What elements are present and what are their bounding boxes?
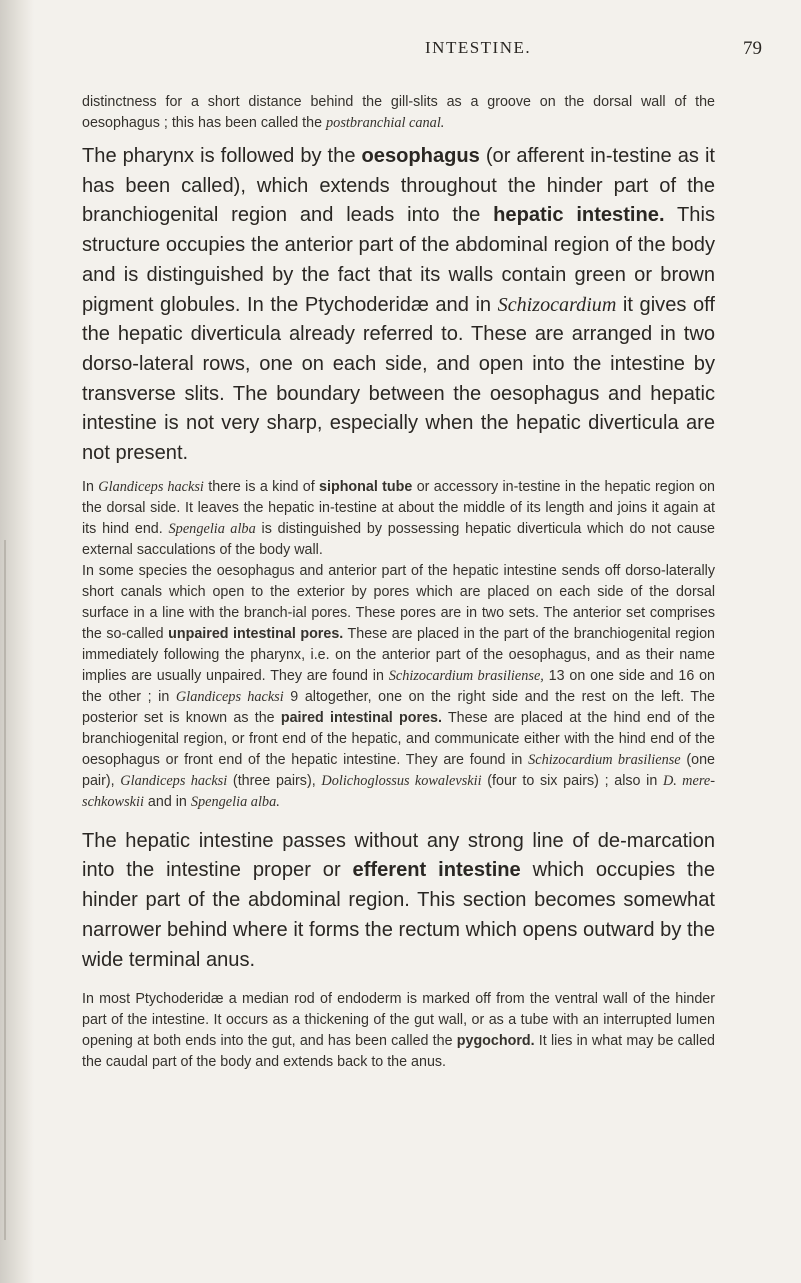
gutter-binding-line: [4, 540, 6, 1240]
paragraph-5: [82, 827, 715, 976]
text-run: there is a kind of: [203, 478, 320, 495]
text-run: or accessory in-testine in the hepatic region on the dorsal side. It leaves the hepatic in-testine at about the middle of its length and joins it again at its hind end.: [82, 478, 715, 537]
italic-term: Dolichoglossus kowalevskii: [321, 772, 482, 789]
page-header: [0, 38, 801, 62]
text-run: This structure occupies the anterior part of the abdominal region of the body and is distinguished by the fact that its walls contain green or brown pigment globules. In the Ptychoderidæ and in: [82, 204, 715, 316]
text-run: (or afferent in-testine as it has been called), which extends throughout the hinder part of the branchiogenital region and leads into the: [82, 145, 715, 227]
text-run: In most Ptychoderidæ a median rod of endoderm is marked off from the ventral wall of the hinder part of the intestine. It occurs as a thickening of the gut wall, or as a tube with an interrupted lumen opening at both ends into the gut, and has been called the: [82, 991, 715, 1050]
text-run: It lies in what may be called the caudal part of the body and extends back to the anus.: [82, 1033, 716, 1071]
italic-term: Spengelia alba.: [190, 793, 280, 810]
bold-term: pygochord.: [456, 1033, 535, 1050]
text-run: distinctness for a short distance behind the gill-slits as a groove on the dorsal wall of the oesophagus ; this has been called the: [82, 94, 715, 131]
text-run: These are placed at the hind end of the branchiogenital region, or front end of the hepatic, and communicate either with the hind end of the oesophagus or front end of the hepatic intestine. They are found in: [82, 709, 716, 768]
bold-term: unpaired intestinal pores.: [168, 625, 344, 642]
text-run: 9 altogether, one on the right side and the rest on the left. The posterior set is known as the: [82, 688, 716, 726]
text-run: In some species the oesophagus and anterior part of the hepatic intestine sends off dorso-laterally short canals which open to the exterior by pores which are placed on each side of the dorsal surface in a line with the branch-ial pores. These pores are in two sets. The anterior set comprises the so-called: [82, 562, 715, 642]
italic-term: Schizocardium: [497, 293, 617, 316]
text-run: (four to six pairs) ; also in: [481, 772, 663, 789]
italic-term: Glandiceps hacksi: [98, 478, 204, 495]
italic-term: Schizocardium brasiliense: [528, 751, 681, 768]
page-number: 79: [743, 38, 762, 59]
text-run: These are placed in the part of the branchiogenital region immediately following the pharynx, i.e. on the anterior part of the oesophagus, and as their name implies are usually unpaired. They are found in: [82, 625, 715, 684]
text-run: 13 on one side and 16 on the other ; in: [82, 667, 715, 705]
italic-term: postbranchial canal.: [326, 115, 445, 131]
bold-term: siphonal tube: [319, 478, 413, 495]
page-body: [82, 92, 715, 1073]
bold-term: hepatic intestine.: [493, 204, 665, 227]
paragraph-1: [82, 92, 715, 134]
italic-term: Glandiceps hacksi: [120, 772, 228, 789]
paragraph-6: [82, 989, 715, 1073]
italic-term: Schizocardium brasiliense,: [388, 667, 544, 684]
paragraph-4: [82, 561, 715, 813]
bold-term: oesophagus: [361, 145, 480, 167]
text-run: The hepatic intestine passes without any strong line of de-marcation into the intestine proper or: [82, 829, 715, 882]
bold-term: efferent intestine: [352, 859, 521, 882]
italic-term: Spengelia alba: [168, 520, 256, 537]
text-run: it gives off the hepatic diverticula already referred to. These are arranged in two dorso-lateral rows, one on each side, and open into the intestine by transverse slits. The boundary between the oesophagus and hepatic intestine is not very sharp, especially when the hepatic diverticula are not present.: [82, 293, 715, 465]
running-head: INTESTINE.: [425, 38, 532, 57]
text-run: (three pairs),: [227, 772, 322, 789]
italic-term: Glandiceps hacksi: [175, 688, 284, 705]
italic-term: D. mere-schkowskii: [82, 772, 715, 810]
text-run: is distinguished by possessing hepatic diverticula which do not cause external sacculations of the body wall.: [82, 520, 716, 558]
paragraph-3: [82, 477, 715, 561]
bold-term: paired intestinal pores.: [280, 709, 442, 726]
text-run: which occupies the hinder part of the abdominal region. This section becomes somewhat narrower behind where it forms the rectum which opens outward by the wide terminal anus.: [82, 859, 715, 971]
text-run: In: [82, 478, 99, 495]
text-run: The pharynx is followed by the: [82, 145, 362, 167]
paragraph-2: [82, 142, 715, 469]
text-run: and in: [143, 793, 191, 810]
text-run: (one pair),: [82, 751, 715, 789]
